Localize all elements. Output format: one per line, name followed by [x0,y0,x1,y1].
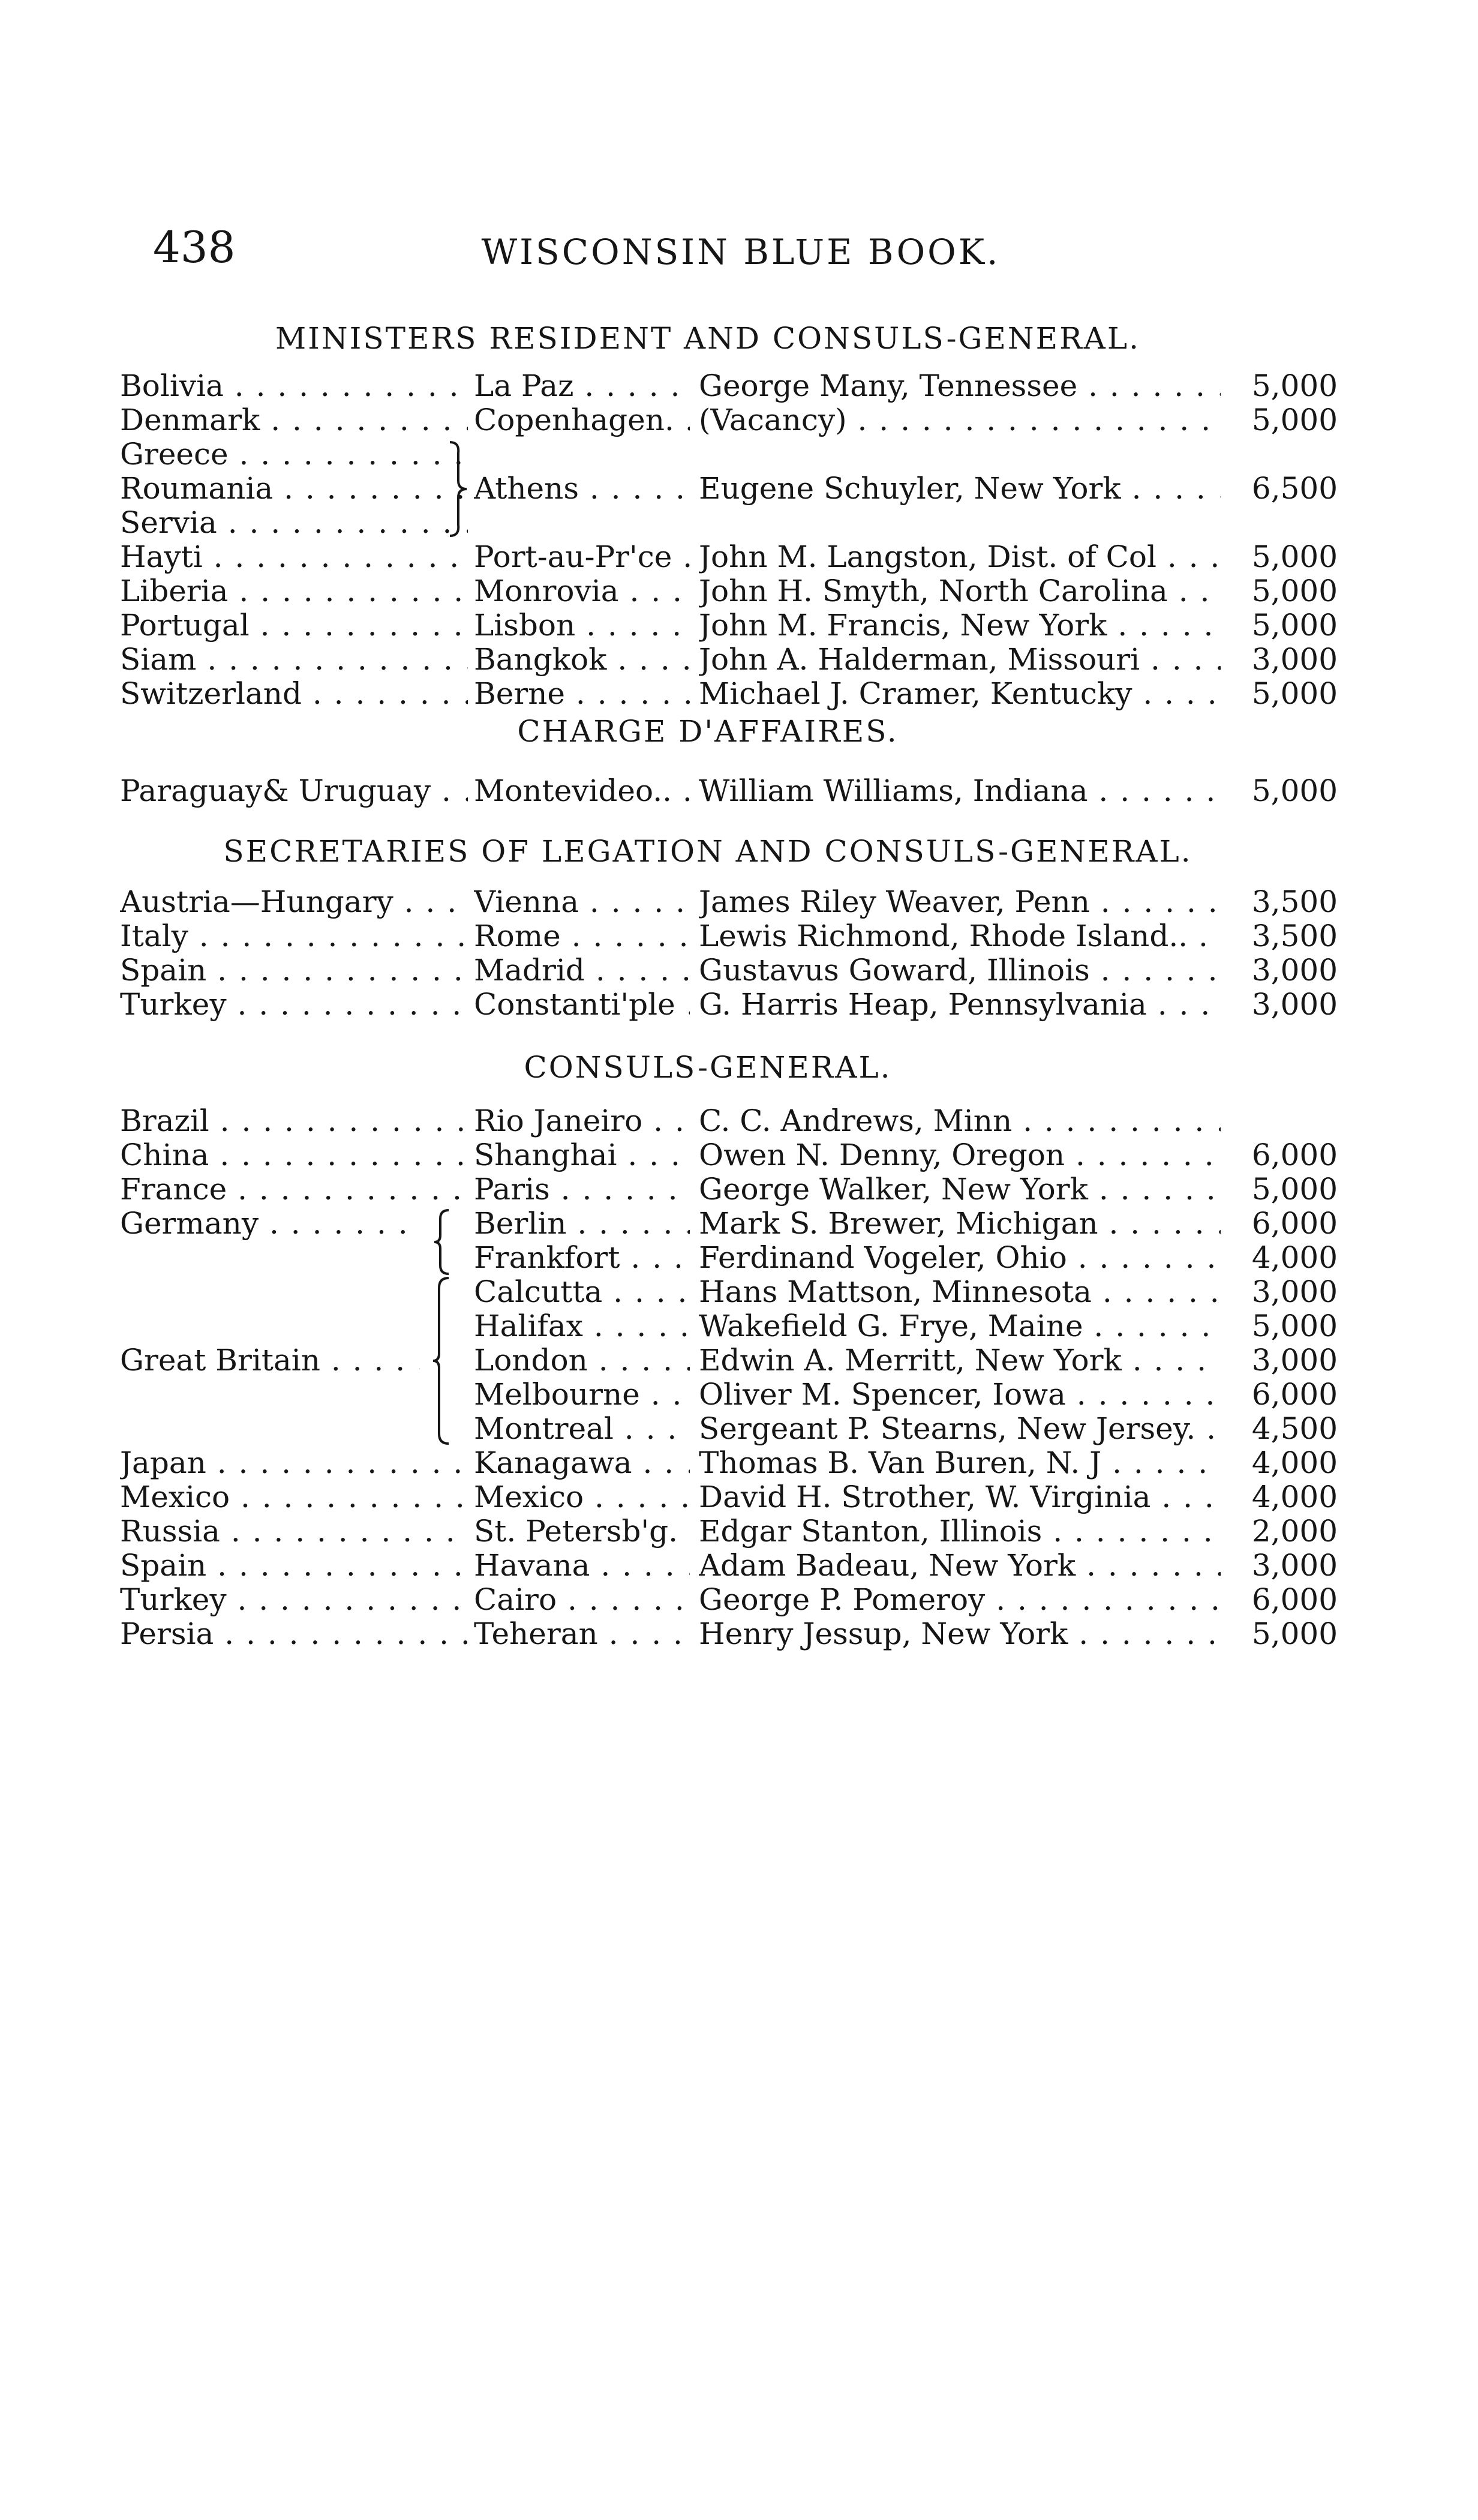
page-number: 438 [153,222,236,272]
name-cell: George P. Pomeroy . . . [699,1583,1221,1616]
salary-cell: 4,500 [1251,1412,1338,1445]
city-cell: Shanghai . . . [474,1138,690,1172]
salary-cell: 6,000 [1251,1378,1338,1411]
city-cell: Mexico . . . [474,1480,690,1514]
name-cell: John M. Francis, New York . . . [699,608,1221,642]
country-cell: Great Britain . . . [120,1343,420,1377]
salary-cell: 5,000 [1251,1617,1338,1651]
salary-cell: 3,500 [1251,885,1338,919]
country-cell: Germany . . . [120,1207,420,1240]
city-cell: Melbourne . . . [474,1378,690,1411]
name-cell: Gustavus Goward, Illinois . . . [699,953,1221,987]
table-row [0,472,1478,505]
table-row [0,1172,1478,1206]
city-cell: Constanti'ple . . . [474,988,690,1021]
city-cell: Halifax . . . [474,1309,690,1343]
salary-cell: 4,000 [1251,1241,1338,1274]
city-cell: Calcutta . . . [474,1275,690,1309]
salary-cell: 2,000 [1251,1514,1338,1548]
city-cell: Paris . . . [474,1172,690,1206]
table-row [0,1446,1478,1480]
salary-cell: 5,000 [1251,608,1338,642]
salary-cell: 3,000 [1251,988,1338,1021]
city-cell: Port-au-Pr'ce . . . [474,540,690,574]
table-row [0,1343,1478,1377]
section-title-consuls: CONSULS-GENERAL. [524,1050,892,1085]
table-row [0,369,1478,403]
city-cell: Lisbon . . . [474,608,690,642]
great-britain-brace [431,1277,452,1445]
salary-cell: 3,000 [1251,1275,1338,1309]
country-cell: Turkey . . . [120,988,468,1021]
table-row [0,506,1478,539]
country-cell: Mexico . . . [120,1480,468,1514]
salary-cell: 3,500 [1251,919,1338,953]
salary-cell: 4,000 [1251,1480,1338,1514]
country-cell: Russia . . . [120,1514,468,1548]
city-cell: Berne . . . [474,677,690,710]
city-cell: Vienna . . . [474,885,690,919]
section-title-secretaries: SECRETARIES OF LEGATION AND CONSULS-GENERAL. [223,834,1192,869]
country-cell: Bolivia . . . [120,369,468,403]
country-cell: Switzerland . . . [120,677,468,710]
table-row [0,1514,1478,1548]
name-cell: Edwin A. Merritt, New York . . . [699,1343,1221,1377]
section-title-ministers: MINISTERS RESIDENT AND CONSULS-GENERAL. [275,321,1141,356]
name-cell: G. Harris Heap, Pennsylvania . . . [699,988,1221,1021]
table-row [0,1207,1478,1240]
name-cell: Eugene Schuyler, New York . . . [699,472,1221,505]
name-cell: Ferdinand Vogeler, Ohio . . . [699,1241,1221,1274]
salary-cell: 5,000 [1251,574,1338,608]
name-cell: Hans Mattson, Minnesota . . . [699,1275,1221,1309]
name-cell: Edgar Stanton, Illinois . . . [699,1514,1221,1548]
name-cell: C. C. Andrews, Minn . . . [699,1104,1221,1138]
city-cell: St. Petersb'g. . . . [474,1514,690,1548]
section-title-charge: CHARGE D'AFFAIRES. [517,714,899,749]
name-cell: John H. Smyth, North Carolina . . . [699,574,1221,608]
table-row [0,1138,1478,1172]
table-row [0,403,1478,437]
city-cell: Havana . . . [474,1549,690,1582]
salary-cell: 6,500 [1251,472,1338,505]
country-cell: Brazil . . . [120,1104,468,1138]
salary-cell: 5,000 [1251,774,1338,808]
name-cell: John A. Halderman, Missouri . . . [699,643,1221,676]
table-row [0,885,1478,919]
table-row [0,919,1478,953]
country-cell: China . . . [120,1138,468,1172]
country-cell: Hayti . . . [120,540,468,574]
city-cell: Copenhagen. . . . [474,403,690,437]
running-title: WISCONSIN BLUE BOOK. [481,232,1001,272]
salary-cell: 3,000 [1251,1549,1338,1582]
country-cell: Siam . . . [120,643,468,676]
country-cell: Denmark . . . [120,403,468,437]
city-cell: Montevideo.. . . . [474,774,690,808]
table-row [0,1549,1478,1582]
table-row [0,643,1478,676]
city-cell: London . . . [474,1343,690,1377]
salary-cell: 5,000 [1251,1309,1338,1343]
germany-brace [432,1209,452,1275]
city-cell: Frankfort . . . [474,1241,690,1274]
table-row [0,1412,1478,1445]
name-cell: John M. Langston, Dist. of Col . . . [699,540,1221,574]
city-cell: La Paz . . . [474,369,690,403]
city-cell: Rio Janeiro . . . [474,1104,690,1138]
salary-cell: 3,000 [1251,643,1338,676]
salary-cell: 4,000 [1251,1446,1338,1480]
country-cell: Portugal . . . [120,608,468,642]
city-cell: Madrid . . . [474,953,690,987]
group-brace [445,441,469,537]
country-cell: Japan . . . [120,1446,468,1480]
salary-cell: 6,000 [1251,1583,1338,1616]
name-cell: Michael J. Cramer, Kentucky . . . [699,677,1221,710]
table-row [0,1378,1478,1411]
city-cell: Bangkok . . . [474,643,690,676]
table-row [0,988,1478,1021]
table-row [0,1275,1478,1309]
salary-cell: 5,000 [1251,1172,1338,1206]
name-cell: David H. Strother, W. Virginia . . . [699,1480,1221,1514]
name-cell: Thomas B. Van Buren, N. J . . . [699,1446,1221,1480]
table-row [0,1104,1478,1138]
city-cell: Teheran . . . [474,1617,690,1651]
name-cell: George Many, Tennessee . . . [699,369,1221,403]
table-row [0,1617,1478,1651]
name-cell: Sergeant P. Stearns, New Jersey. . . . [699,1412,1221,1445]
country-cell: Spain . . . [120,1549,468,1582]
name-cell: William Williams, Indiana . . . [699,774,1221,808]
country-cell: Liberia . . . [120,574,468,608]
name-cell: Oliver M. Spencer, Iowa . . . [699,1378,1221,1411]
salary-cell: 5,000 [1251,677,1338,710]
city-cell: Kanagawa . . . [474,1446,690,1480]
table-row [0,1309,1478,1343]
city-cell: Berlin . . . [474,1207,690,1240]
salary-cell: 5,000 [1251,369,1338,403]
table-row [0,1241,1478,1274]
city-cell: Monrovia . . . [474,574,690,608]
name-cell: (Vacancy) . . . [699,403,1221,437]
country-cell: Servia . . . [120,506,468,539]
country-cell: Turkey . . . [120,1583,468,1616]
table-row [0,774,1478,808]
country-cell: Persia . . . [120,1617,468,1651]
city-cell: Rome . . . [474,919,690,953]
name-cell: James Riley Weaver, Penn . . . [699,885,1221,919]
city-cell: Athens . . . [474,472,690,505]
country-cell: France . . . [120,1172,468,1206]
city-cell: Cairo . . . [474,1583,690,1616]
salary-cell: 3,000 [1251,953,1338,987]
name-cell: Lewis Richmond, Rhode Island.. . . . [699,919,1221,953]
salary-cell: 5,000 [1251,403,1338,437]
table-row [0,608,1478,642]
country-cell: Austria—Hungary . . . [120,885,468,919]
country-cell: Paraguay& Uruguay . . . [120,774,468,808]
name-cell: Henry Jessup, New York . . . [699,1617,1221,1651]
name-cell: Owen N. Denny, Oregon . . . [699,1138,1221,1172]
table-row [0,677,1478,710]
name-cell: Adam Badeau, New York . . . [699,1549,1221,1582]
table-row [0,540,1478,574]
page-header [153,222,1329,288]
country-cell: Greece . . . [120,437,468,471]
salary-cell: 6,000 [1251,1207,1338,1240]
name-cell: Mark S. Brewer, Michigan . . . [699,1207,1221,1240]
salary-cell: 6,000 [1251,1138,1338,1172]
table-row [0,574,1478,608]
country-cell: Roumania . . . [120,472,468,505]
table-row [0,1583,1478,1616]
salary-cell: 5,000 [1251,540,1338,574]
name-cell: Wakefield G. Frye, Maine . . . [699,1309,1221,1343]
table-row [0,437,1478,471]
salary-cell: 3,000 [1251,1343,1338,1377]
name-cell: George Walker, New York . . . [699,1172,1221,1206]
table-row [0,953,1478,987]
country-cell: Spain . . . [120,953,468,987]
city-cell: Montreal . . . [474,1412,690,1445]
table-row [0,1480,1478,1514]
country-cell: Italy . . . [120,919,468,953]
